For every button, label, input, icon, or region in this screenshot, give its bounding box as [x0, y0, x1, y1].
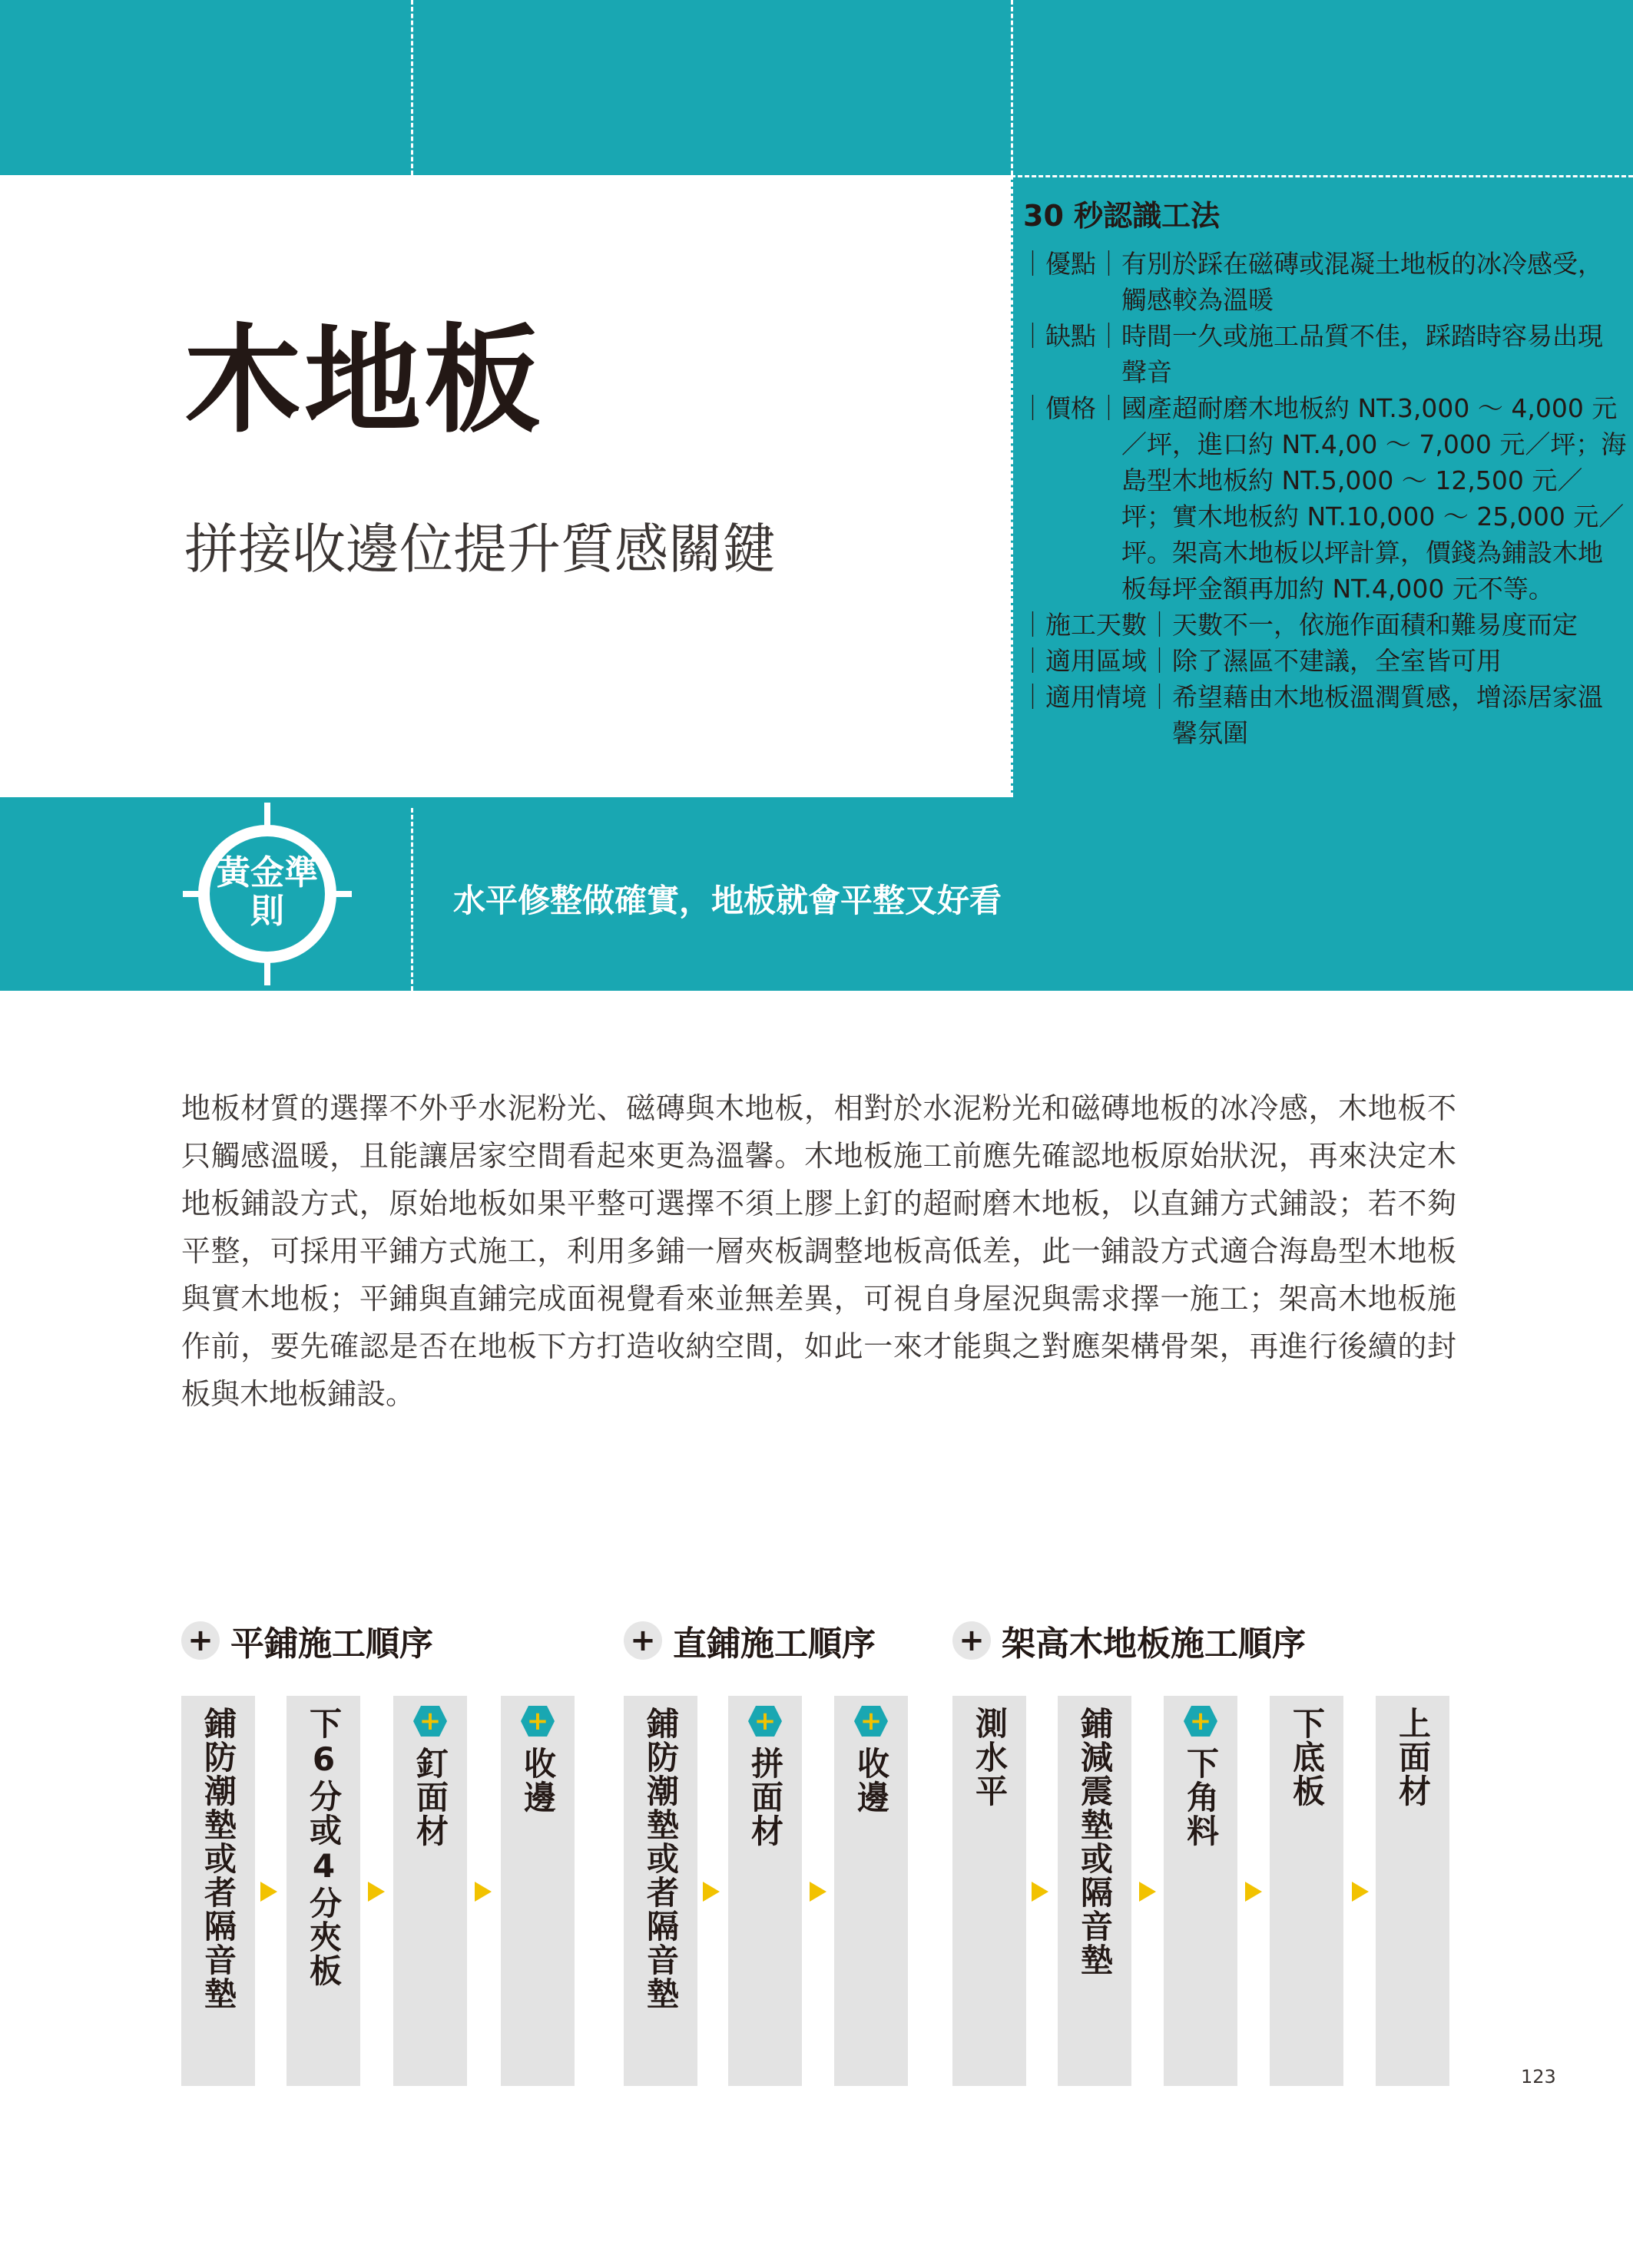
- info-text: 除了濕區不建議，全室皆可用: [1172, 646, 1502, 676]
- info-label: ｜適用區域｜: [1020, 646, 1172, 676]
- info-label: ｜適用情境｜: [1020, 682, 1172, 712]
- info-text: 希望藉由木地板溫潤質感，增添居家溫馨氛圍: [1172, 682, 1603, 748]
- arrow-right-icon: [1032, 1882, 1048, 1902]
- step-label: 下角料: [1182, 1747, 1220, 1848]
- section-title-text: 直鋪施工順序: [673, 1624, 876, 1664]
- key-step-icon: [1183, 1705, 1218, 1737]
- info-label: ｜價格｜: [1020, 393, 1121, 423]
- section-title-flat: [181, 1616, 433, 1665]
- step-column: [624, 1696, 697, 2086]
- step-label: 收邊: [519, 1747, 557, 1814]
- key-step-marker: +: [1189, 1706, 1212, 1737]
- step-column: [501, 1696, 575, 2086]
- info-text: 有別於踩在磁磚或混凝土地板的冰冷感受，觸感較為溫暖: [1121, 249, 1603, 315]
- key-step-marker: +: [754, 1706, 777, 1737]
- info-row-duration: [1020, 607, 1627, 643]
- step-column: [834, 1696, 908, 2086]
- info-label: ｜施工天數｜: [1020, 610, 1172, 640]
- section-title-text: 架高木地板施工順序: [1002, 1624, 1306, 1664]
- step-label: 測水平: [971, 1707, 1009, 1808]
- key-step-icon: [853, 1705, 889, 1737]
- step-label: 拼面材: [747, 1747, 784, 1848]
- step-column: [1058, 1696, 1131, 2086]
- step-label: 釘面材: [412, 1747, 449, 1848]
- key-step-marker: +: [860, 1706, 883, 1737]
- info-text: 天數不一，依施作面積和難易度而定: [1172, 610, 1578, 640]
- page-subtitle: 拼接收邊位提升質感關鍵: [184, 518, 776, 581]
- page-number: 123: [1521, 2066, 1556, 2088]
- info-title: 30 秒認識工法: [1023, 199, 1221, 233]
- info-text: 國產超耐磨木地板約 NT.3,000 ～ 4,000 元／坪，進口約 NT.4,00 ～ 7,000 元／坪；海島型木地板約 NT.5,000 ～ 12,500 元／坪；實木地板約 NT.10,000 ～ 25,000 元／坪。架高木地板以坪計算，價錢為鋪設木地板每坪金額再加約 NT.4,000 元不等。: [1121, 393, 1627, 604]
- info-label: ｜優點｜: [1020, 249, 1121, 279]
- step-label: 鋪減震墊或隔音墊: [1076, 1707, 1114, 1977]
- body-paragraph: 地板材質的選擇不外乎水泥粉光、磁磚與木地板，相對於水泥粉光和磁磚地板的冰冷感，木地板不只觸感溫暖，且能讓居家空間看起來更為溫馨。木地板施工前應先確認地板原始狀況，再來決定木地板鋪設方式，原始地板如果平整可選擇不須上膠上釘的超耐磨木地板，以直鋪方式鋪設；若不夠平整，可採用平鋪方式施工，利用多鋪一層夾板調整地板高低差，此一鋪設方式適合海島型木地板與實木地板；平鋪與直鋪完成面視覺看來並無差異，可視自身屋況與需求擇一施工；架高木地板施作前，要先確認是否在地板下方打造收納空間，如此一來才能與之對應架構骨架，再進行後續的封板與木地板鋪設。: [181, 1091, 1456, 1411]
- plus-icon: +: [952, 1621, 991, 1660]
- info-label: ｜缺點｜: [1020, 321, 1121, 351]
- step-label: 鋪防潮墊或者隔音墊: [200, 1707, 237, 2011]
- info-row-cons: [1020, 318, 1627, 390]
- top-band: [0, 0, 1633, 175]
- key-step-icon: [520, 1705, 555, 1737]
- step-column: [728, 1696, 802, 2086]
- key-step-icon: [412, 1705, 448, 1737]
- top-divider: [1011, 0, 1013, 175]
- arrow-right-icon: [703, 1882, 720, 1902]
- info-rows: [1020, 246, 1627, 751]
- section-title-text: 平鋪施工順序: [230, 1624, 433, 1664]
- info-box-border: [1011, 175, 1013, 797]
- step-column: [181, 1696, 255, 2086]
- info-row-price: [1020, 390, 1627, 607]
- top-divider: [411, 0, 413, 175]
- key-step-marker: +: [419, 1706, 442, 1737]
- plus-icon: +: [624, 1621, 662, 1660]
- step-label: 下底板: [1288, 1707, 1326, 1808]
- arrow-right-icon: [475, 1882, 492, 1902]
- arrow-right-icon: [260, 1882, 277, 1902]
- arrow-right-icon: [810, 1882, 826, 1902]
- arrow-right-icon: [1245, 1882, 1262, 1902]
- step-column: [393, 1696, 467, 2086]
- rule-divider: [411, 808, 413, 991]
- plus-icon: +: [181, 1621, 220, 1660]
- info-row-pros: [1020, 246, 1627, 318]
- arrow-right-icon: [1139, 1882, 1156, 1902]
- step-column: [1164, 1696, 1237, 2086]
- step-column: [287, 1696, 360, 2086]
- golden-rule-text: 水平修整做確實，地板就會平整又好看: [453, 882, 1002, 919]
- arrow-right-icon: [368, 1882, 385, 1902]
- key-step-icon: [747, 1705, 783, 1737]
- info-box: [1011, 175, 1633, 797]
- golden-rule-badge-label: 黃金準則: [217, 853, 318, 931]
- info-box-border: [1011, 175, 1633, 177]
- section-title-raised: [952, 1616, 1306, 1665]
- step-label: 下6分或4分夾板: [305, 1707, 343, 1988]
- step-label: 上面材: [1394, 1707, 1432, 1808]
- page-title: 木地板: [184, 313, 544, 449]
- step-column: [952, 1696, 1026, 2086]
- step-label: 收邊: [853, 1747, 890, 1814]
- info-row-area: [1020, 643, 1627, 679]
- step-column: [1270, 1696, 1343, 2086]
- step-column: [1376, 1696, 1449, 2086]
- arrow-right-icon: [1352, 1882, 1369, 1902]
- info-row-scenario: [1020, 679, 1627, 751]
- info-text: 時間一久或施工品質不佳，踩踏時容易出現聲音: [1121, 321, 1603, 387]
- step-label: 鋪防潮墊或者隔音墊: [642, 1707, 680, 2011]
- key-step-marker: +: [526, 1706, 549, 1737]
- section-title-direct: [624, 1616, 876, 1665]
